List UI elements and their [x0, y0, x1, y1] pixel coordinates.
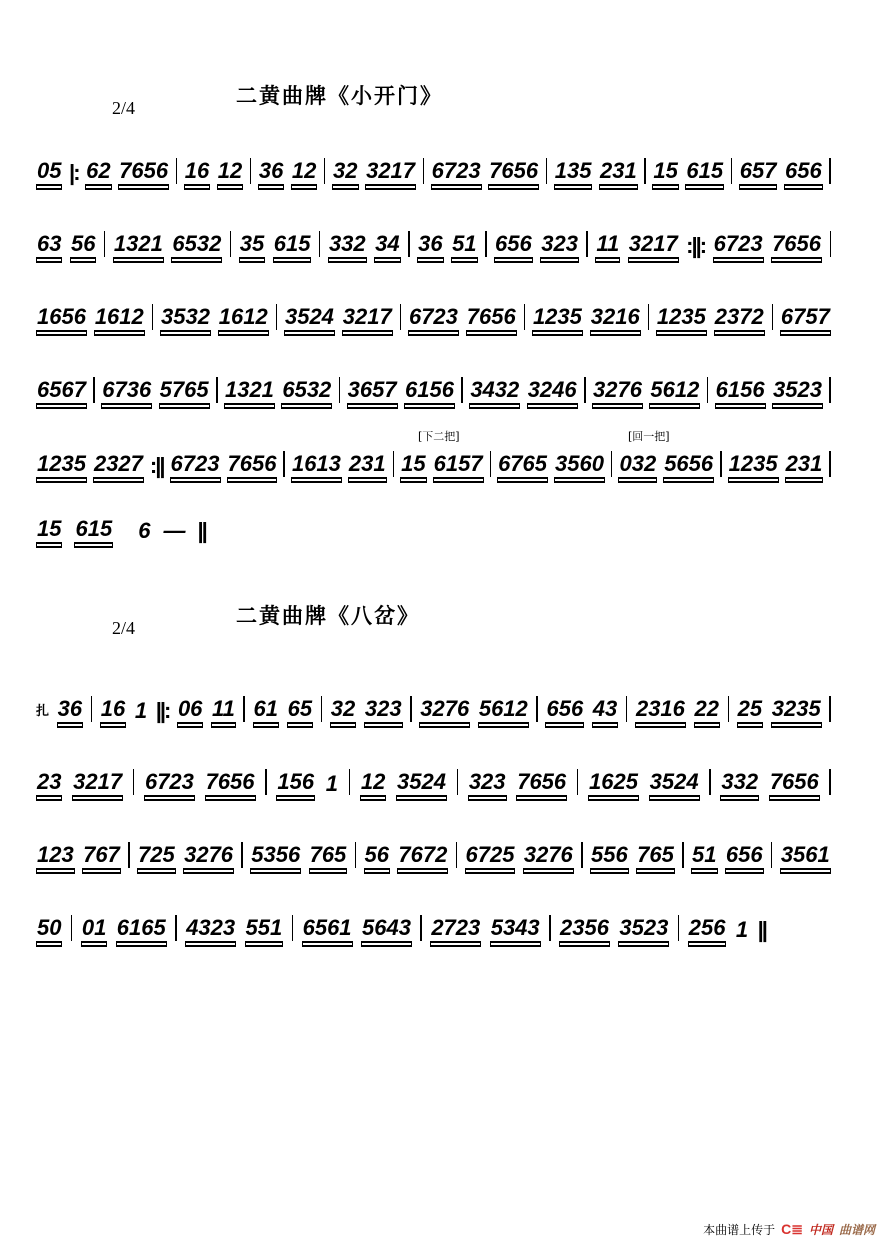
barline [410, 696, 412, 722]
note-mark: 扎 [36, 703, 50, 718]
note-group: 2723 [430, 916, 481, 943]
note-group: 3276 [419, 697, 470, 724]
note-group: 3216 [590, 305, 641, 332]
note-group: 615 [273, 232, 312, 259]
note-group: 16 [184, 159, 210, 186]
score-row [36, 836, 831, 870]
barline [265, 769, 267, 795]
note-group: 1 [134, 698, 148, 723]
note-group: 3524 [284, 305, 335, 332]
note-group: 15 [36, 517, 62, 544]
note-group: 1235 [36, 452, 87, 479]
note-group: 6725 [465, 843, 516, 870]
note-group: 12 [217, 159, 243, 186]
barline [707, 377, 709, 403]
note-group: 551 [245, 916, 284, 943]
barline [485, 231, 487, 257]
note-group: 63 [36, 232, 62, 259]
note-group: 2316 [635, 697, 686, 724]
note-group: 7656 [771, 232, 822, 259]
repeat-sign: |: [69, 160, 79, 185]
note-group: 62 [85, 159, 111, 186]
barline [829, 451, 831, 477]
barline [546, 158, 548, 184]
barline [536, 696, 538, 722]
note-group: 135 [554, 159, 593, 186]
note-group: 12 [360, 770, 386, 797]
note-group: 7656 [466, 305, 517, 332]
barline [456, 842, 458, 868]
barline [276, 304, 278, 330]
note-group: 3532 [160, 305, 211, 332]
note-group: 32 [330, 697, 356, 724]
score-row [36, 909, 766, 943]
note-group: 22 [694, 697, 720, 724]
note-group: 6561 [302, 916, 353, 943]
note-group: 3523 [618, 916, 669, 943]
note-group: 6 [138, 518, 151, 543]
barline [104, 231, 106, 257]
barline [524, 304, 526, 330]
barline [772, 304, 774, 330]
note-group: 2372 [714, 305, 765, 332]
barline [584, 377, 586, 403]
note-group: 1321 [113, 232, 164, 259]
note-group: 656 [545, 697, 584, 724]
note-group: 032 [618, 452, 657, 479]
piece-title-1: 二黄曲牌《小开门》 [236, 83, 443, 108]
note-group: 3217 [72, 770, 123, 797]
note-group: 3276 [183, 843, 234, 870]
note-group: 323 [364, 697, 403, 724]
note-group: 7656 [205, 770, 256, 797]
note-group: 6157 [433, 452, 484, 479]
note-group: 43 [592, 697, 618, 724]
barline [393, 451, 395, 477]
note-group: 6723 [170, 452, 221, 479]
barline [355, 842, 357, 868]
barline [408, 231, 410, 257]
note-group: 1613 [291, 452, 342, 479]
note-group: 01 [81, 916, 107, 943]
note-group: 725 [137, 843, 176, 870]
barline [283, 451, 285, 477]
note-group: 656 [494, 232, 533, 259]
note-group: 5356 [250, 843, 301, 870]
barline [709, 769, 711, 795]
note-group: 6156 [404, 378, 455, 405]
barline [581, 842, 583, 868]
barline [626, 696, 628, 722]
footer [703, 1221, 875, 1238]
score-row [36, 152, 831, 186]
score-row [36, 445, 831, 479]
barline [230, 231, 232, 257]
barline [241, 842, 243, 868]
note-group: 3523 [772, 378, 823, 405]
note-group: 6723 [144, 770, 195, 797]
note-group: 25 [737, 697, 763, 724]
note-group: 256 [688, 916, 727, 943]
note-group: 36 [417, 232, 443, 259]
barline [648, 304, 650, 330]
note-group: 3217 [628, 232, 679, 259]
note-group: 7656 [516, 770, 567, 797]
repeat-sign: :||: [686, 233, 706, 258]
barline [644, 158, 646, 184]
note-group: 615 [74, 517, 113, 544]
barline [349, 769, 351, 795]
note-group: 6723 [713, 232, 764, 259]
note-group: 3276 [523, 843, 574, 870]
score-row [36, 371, 831, 405]
note-group: 5612 [478, 697, 529, 724]
annotation-xia-er-ba: [下二把] [418, 430, 460, 443]
barline [216, 377, 218, 403]
note-group: 2327 [93, 452, 144, 479]
note-group: 7656 [769, 770, 820, 797]
note-group: 6532 [281, 378, 332, 405]
note-group: 5656 [663, 452, 714, 479]
note-group: 05 [36, 159, 62, 186]
note-group: 1235 [532, 305, 583, 332]
note-group: 6736 [101, 378, 152, 405]
note-group: 5643 [361, 916, 412, 943]
barline [829, 158, 831, 184]
note-group: 767 [82, 843, 121, 870]
note-group: 7656 [118, 159, 169, 186]
note-group: 56 [364, 843, 390, 870]
note-group: 6765 [497, 452, 548, 479]
note-group: 1 [735, 917, 749, 942]
barline [549, 915, 551, 941]
barline [720, 451, 722, 477]
note-group: 3524 [649, 770, 700, 797]
annotation-hui-yi-ba: [回一把] [628, 430, 670, 443]
note-group: 657 [739, 159, 778, 186]
note-group: 6567 [36, 378, 87, 405]
time-signature-2: 2/4 [112, 618, 136, 638]
time-signature-1: 2/4 [112, 98, 136, 118]
note-group: 65 [287, 697, 313, 724]
note-group: 16 [100, 697, 126, 724]
note-group: 36 [258, 159, 284, 186]
note-group: 3217 [342, 305, 393, 332]
note-group: 51 [451, 232, 477, 259]
note-group: 323 [540, 232, 579, 259]
logo-text-b: 曲谱网 [838, 1223, 875, 1237]
note-group: 6723 [431, 159, 482, 186]
barline [400, 304, 402, 330]
note-group: 7656 [488, 159, 539, 186]
barline [319, 231, 321, 257]
note-group: 3276 [592, 378, 643, 405]
note-group: 5343 [490, 916, 541, 943]
note-group: 51 [691, 843, 717, 870]
note-group: 765 [636, 843, 675, 870]
score-row [36, 690, 831, 724]
note-group: 35 [239, 232, 265, 259]
barline [678, 915, 680, 941]
note-group: 34 [374, 232, 400, 259]
barline [728, 696, 730, 722]
repeat-sign: :|| [149, 453, 164, 478]
barline [577, 769, 579, 795]
note-group: 56 [70, 232, 96, 259]
note-group: 6156 [715, 378, 766, 405]
barline [731, 158, 733, 184]
barline [829, 769, 831, 795]
note-group: 1612 [218, 305, 269, 332]
note-group: 231 [348, 452, 387, 479]
note-group: 36 [57, 697, 83, 724]
score-row [36, 510, 206, 544]
note-group: 3217 [365, 159, 416, 186]
note-group: 765 [309, 843, 348, 870]
note-group: 332 [328, 232, 367, 259]
note-group: 3246 [527, 378, 578, 405]
note-group: 61 [253, 697, 279, 724]
note-group: 231 [599, 159, 638, 186]
note-group: 323 [468, 770, 507, 797]
note-group: 1321 [224, 378, 275, 405]
barline [611, 451, 613, 477]
note-group: 12 [291, 159, 317, 186]
note-group: 3561 [780, 843, 831, 870]
barline [423, 158, 425, 184]
note-group: 1235 [728, 452, 779, 479]
barline [830, 231, 832, 257]
barline [586, 231, 588, 257]
barline [339, 377, 341, 403]
note-group: 11 [211, 697, 236, 724]
note-group: 3560 [554, 452, 605, 479]
note-group: 6165 [116, 916, 167, 943]
piece-title-2: 二黄曲牌《八岔》 [236, 603, 420, 628]
score-row [36, 225, 831, 259]
note-group: 4323 [185, 916, 236, 943]
barline [682, 842, 684, 868]
note-group: 7672 [397, 843, 448, 870]
note-mark: — [163, 518, 186, 543]
footer-text: 本曲谱上传于 [703, 1223, 776, 1237]
barline [461, 377, 463, 403]
note-group: 123 [36, 843, 75, 870]
score-row [36, 763, 831, 797]
note-group: 615 [685, 159, 724, 186]
note-group: 6723 [408, 305, 459, 332]
barline [324, 158, 326, 184]
note-group: 1612 [94, 305, 145, 332]
note-group: 3235 [771, 697, 822, 724]
note-group: 6532 [171, 232, 222, 259]
barline [829, 696, 831, 722]
site-logo-icon: C≣ [781, 1221, 803, 1237]
note-group: 156 [276, 770, 315, 797]
repeat-sign: || [757, 917, 766, 942]
note-group: 50 [36, 916, 62, 943]
note-group: 1 [325, 771, 339, 796]
barline [71, 915, 73, 941]
note-group: 11 [595, 232, 620, 259]
note-group: 32 [332, 159, 358, 186]
note-group: 3524 [396, 770, 447, 797]
note-group: 1235 [656, 305, 707, 332]
repeat-sign: || [197, 518, 206, 543]
barline [91, 696, 93, 722]
barline [829, 377, 831, 403]
barline [321, 696, 323, 722]
barline [93, 377, 95, 403]
note-group: 332 [720, 770, 759, 797]
barline [250, 158, 252, 184]
score-row [36, 298, 831, 332]
barline [176, 158, 178, 184]
barline [490, 451, 492, 477]
note-group: 656 [784, 159, 823, 186]
note-group: 3657 [347, 378, 398, 405]
barline [152, 304, 154, 330]
barline [243, 696, 245, 722]
note-group: 3432 [469, 378, 520, 405]
note-group: 06 [177, 697, 203, 724]
barline [771, 842, 773, 868]
barline [457, 769, 459, 795]
note-group: 556 [590, 843, 629, 870]
note-group: 23 [36, 770, 62, 797]
note-group: 656 [725, 843, 764, 870]
logo-text-a: 中国 [808, 1223, 833, 1237]
note-group: 6757 [780, 305, 831, 332]
note-group: 5612 [649, 378, 700, 405]
repeat-sign: ||: [155, 698, 170, 723]
note-group: 5765 [159, 378, 210, 405]
barline [292, 915, 294, 941]
barline [175, 915, 177, 941]
note-group: 7656 [227, 452, 278, 479]
note-group: 1656 [36, 305, 87, 332]
note-group: 2356 [559, 916, 610, 943]
barline [128, 842, 130, 868]
note-group: 15 [400, 452, 426, 479]
note-group: 1625 [588, 770, 639, 797]
barline [133, 769, 135, 795]
barline [420, 915, 422, 941]
note-group: 231 [785, 452, 824, 479]
note-group: 15 [652, 159, 678, 186]
